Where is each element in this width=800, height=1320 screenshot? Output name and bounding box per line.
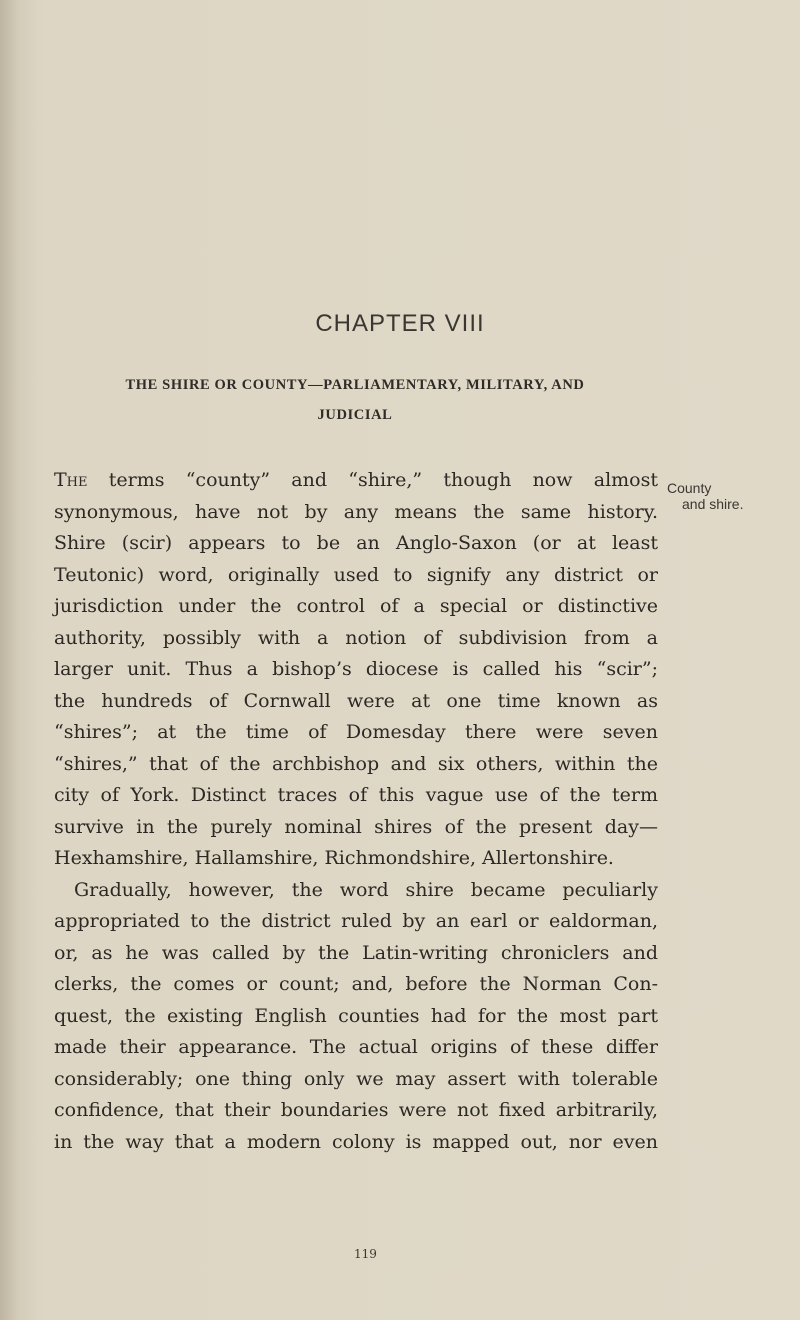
text-line: quest, the existing English counties had for the most part [54, 1004, 658, 1027]
text-line: Gradually, however, the word shire became peculiarly [74, 878, 658, 901]
text-line: appropriated to the district ruled by an earl or ealdorman, [54, 910, 658, 932]
text-line: Teutonic) word, originally used to signify any district or [54, 563, 658, 586]
line-1-rest: terms “county” and “shire,” though now almost [87, 469, 658, 491]
text-line: Shire (scir) appears to be an Anglo-Saxon (or at least [54, 532, 658, 554]
paragraph-1-line-1 [54, 465, 658, 497]
text-line: confidence, that their boundaries were not fixed arbitrarily, [54, 1099, 658, 1121]
text-line: city of York. Distinct traces of this vague use of the term [54, 784, 658, 806]
text-line: in the way that a modern colony is mapped out, nor even [54, 1130, 658, 1153]
page-number: 119 [354, 1247, 377, 1261]
text-line: clerks, the comes or count; and, before the Norman Con- [54, 973, 658, 995]
text-line: the hundreds of Cornwall were at one time known as [54, 689, 658, 712]
margin-note-line-1: County [667, 480, 712, 496]
lead-word: The [54, 469, 88, 491]
chapter-subtitle-line-2: JUDICIAL [317, 407, 393, 423]
text-line: “shires”; at the time of Domesday there were seven [54, 721, 658, 743]
text-line: or, as he was called by the Latin-writing chroniclers and [54, 941, 658, 964]
chapter-title: CHAPTER VIII [315, 310, 485, 337]
text-line: Hexhamshire, Hallamshire, Richmondshire, Allertonshire. [54, 847, 614, 869]
text-line: “shires,” that of the archbishop and six others, within the [54, 752, 658, 775]
text-line: synonymous, have not by any means the same history. [54, 500, 658, 523]
text-line: larger unit. Thus a bishop’s diocese is called his “scir”; [54, 658, 658, 680]
chapter-subtitle [70, 370, 640, 430]
text-line: jurisdiction under the control of a special or distinctive [54, 595, 658, 617]
text-line: survive in the purely nominal shires of the present day— [54, 815, 658, 838]
margin-note [667, 480, 777, 512]
text-line: considerably; one thing only we may assert with tolerable [54, 1067, 658, 1090]
margin-note-line-2: and shire. [682, 496, 744, 512]
text-line: made their appearance. The actual origins of these differ [54, 1036, 658, 1058]
chapter-subtitle-line-1: THE SHIRE OR COUNTY—PARLIAMENTARY, MILITARY, AND [125, 377, 585, 393]
body-text [54, 465, 658, 1158]
text-line: authority, possibly with a notion of subdivision from a [54, 626, 658, 649]
